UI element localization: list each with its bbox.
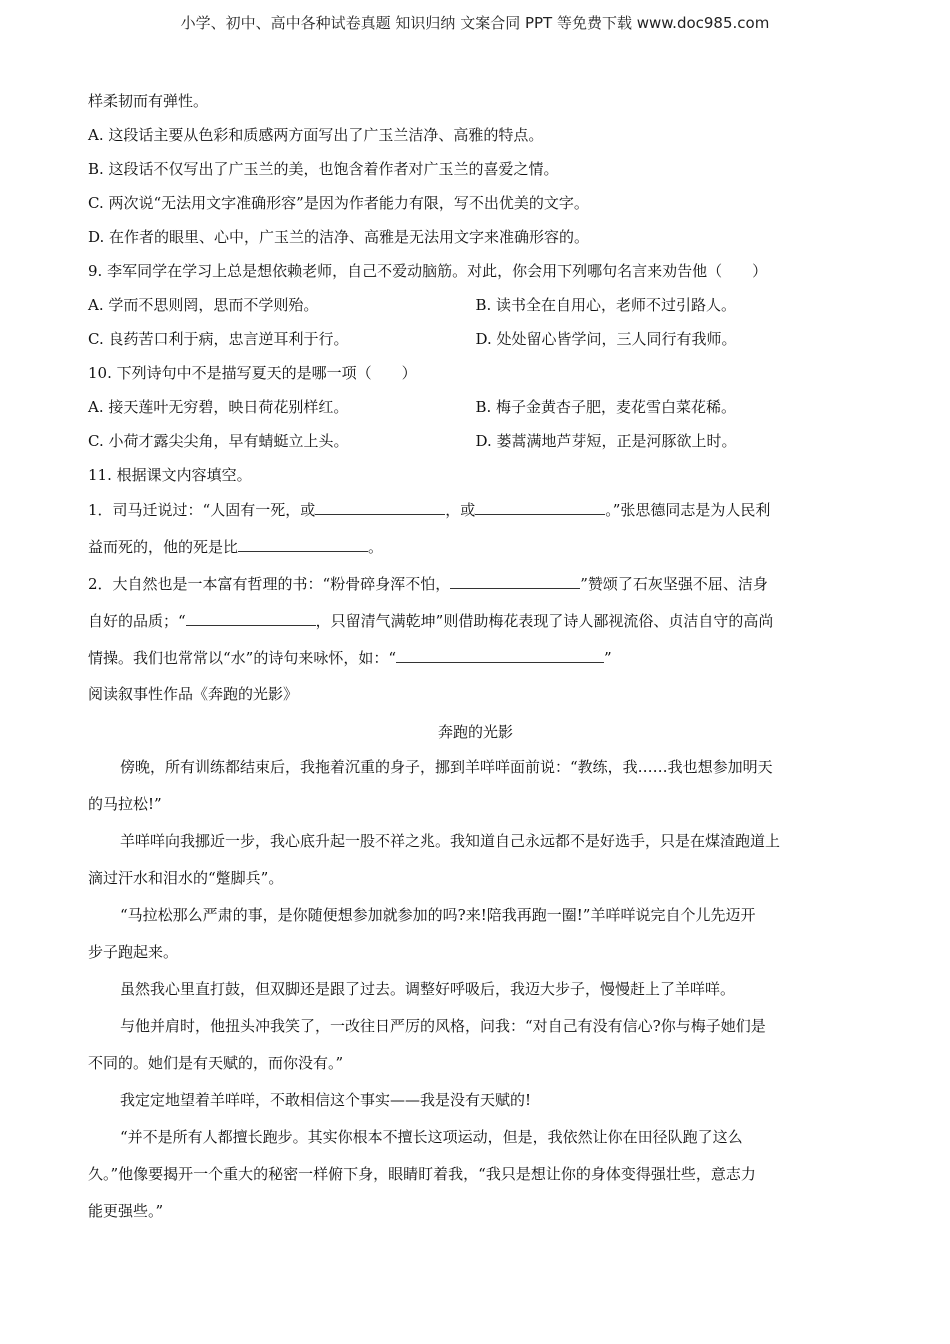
document-body — [88, 84, 863, 1230]
q9-option-c: C. 良药苦口利于病，忠言逆耳利于行。 — [88, 330, 349, 348]
passage-line: “并不是所有人都擅长跑步。其实你根本不擅长这项运动，但是，我依然让你在田径队跑了这么 — [120, 1128, 743, 1146]
q10-option-a: A. 接天莲叶无穷碧，映日荷花别样红。 — [88, 398, 349, 416]
q10-option-c: C. 小荷才露尖尖角，早有蜻蜓立上头。 — [88, 432, 349, 450]
reading-intro: 阅读叙事性作品《奔跑的光影》 — [88, 685, 299, 703]
passage-line: 虽然我心里直打鼓，但双脚还是跟了过去。调整好呼吸后，我迈大步子，慢慢赶上了羊咩咩。 — [120, 980, 736, 998]
q11-stem: 11. 根据课文内容填空。 — [88, 466, 252, 484]
reading-title: 奔跑的光影 — [437, 723, 513, 741]
passage-line: “马拉松那么严肃的事，是你随便想参加就参加的吗?来!陪我再跑一圈!”羊咩咩说完自个儿先迈开 — [120, 906, 756, 924]
q9-option-b: B. 读书全在自用心，老师不过引路人。 — [475, 296, 737, 314]
q11-part1-line1: 1．司马迁说过：“人固有一死，或 ，或 。”张思德同志是为人民利 — [88, 492, 863, 529]
q8-tail: 样柔韧而有弹性。 — [88, 92, 209, 110]
q11-part1-line2: 益而死的，他的死是比 。 — [88, 529, 863, 566]
q9-options-row-2 — [88, 322, 863, 356]
fill-blank[interactable] — [186, 607, 316, 626]
q11-part2-line2: 自好的品质；“ ，只留清气满乾坤”则借助梅花表现了诗人鄙视流俗、贞洁自守的高尚 — [88, 603, 863, 640]
q10-options-row-2 — [88, 424, 863, 458]
page-header: 小学、初中、高中各种试卷真题 知识归纳 文案合同 PPT 等免费下载 www.doc985.com — [180, 14, 770, 32]
passage-line: 我定定地望着羊咩咩，不敢相信这个事实——我是没有天赋的! — [120, 1091, 532, 1109]
passage-line: 能更强些。” — [88, 1202, 164, 1220]
passage-line: 的马拉松!” — [88, 795, 162, 813]
passage-line: 羊咩咩向我挪近一步，我心底升起一股不祥之兆。我知道自己永远都不是好选手，只是在煤渣跑道上 — [120, 832, 781, 850]
q10-stem: 10. 下列诗句中不是描写夏天的是哪一项（ ） — [88, 364, 417, 382]
passage-line: 步子跑起来。 — [88, 943, 179, 961]
fill-blank[interactable] — [315, 496, 445, 515]
q8-option-b: B. 这段话不仅写出了广玉兰的美，也饱含着作者对广玉兰的喜爱之情。 — [88, 160, 559, 178]
q9-option-a: A. 学而不思则罔，思而不学则殆。 — [88, 296, 319, 314]
fill-blank[interactable] — [396, 644, 604, 663]
q9-stem: 9. 李军同学在学习上总是想依赖老师，自己不爱动脑筋。对此，你会用下列哪句名言来劝告他（ ） — [88, 262, 768, 280]
passage-line: 与他并肩时，他扭头冲我笑了，一改往日严厉的风格，问我：“对自己有没有信心?你与梅子她们是 — [120, 1017, 766, 1035]
q10-option-b: B. 梅子金黄杏子肥，麦花雪白菜花稀。 — [475, 398, 737, 416]
q8-option-c: C. 两次说“无法用文字准确形容”是因为作者能力有限，写不出优美的文字。 — [88, 194, 589, 212]
q11-part2-line3: 情操。我们也常常以“水”的诗句来咏怀，如：“ ” — [88, 640, 863, 677]
passage-line: 不同的。她们是有天赋的，而你没有。” — [88, 1054, 344, 1072]
q10-options-row-1 — [88, 390, 863, 424]
q8-option-a: A. 这段话主要从色彩和质感两方面写出了广玉兰洁净、高雅的特点。 — [88, 126, 544, 144]
fill-blank[interactable] — [475, 496, 605, 515]
fill-blank[interactable] — [238, 533, 368, 552]
q10-option-d: D. 蒌蒿满地芦芽短，正是河豚欲上时。 — [475, 432, 737, 450]
q9-options-row-1 — [88, 288, 863, 322]
q8-option-d: D. 在作者的眼里、心中，广玉兰的洁净、高雅是无法用文字来准确形容的。 — [88, 228, 590, 246]
passage-line: 傍晚，所有训练都结束后，我拖着沉重的身子，挪到羊咩咩面前说：“教练，我……我也想参加明天 — [120, 758, 773, 776]
passage-line: 滴过汗水和泪水的“蹩脚兵”。 — [88, 869, 284, 887]
fill-blank[interactable] — [450, 570, 580, 589]
q9-option-d: D. 处处留心皆学问，三人同行有我师。 — [475, 330, 737, 348]
passage-line: 久。”他像要揭开一个重大的秘密一样俯下身，眼睛盯着我，“我只是想让你的身体变得强壮些，意志力 — [88, 1165, 756, 1183]
q11-part2-line1: 2．大自然也是一本富有哲理的书：“粉骨碎身浑不怕， ”赞颂了石灰坚强不屈、洁身 — [88, 566, 863, 603]
